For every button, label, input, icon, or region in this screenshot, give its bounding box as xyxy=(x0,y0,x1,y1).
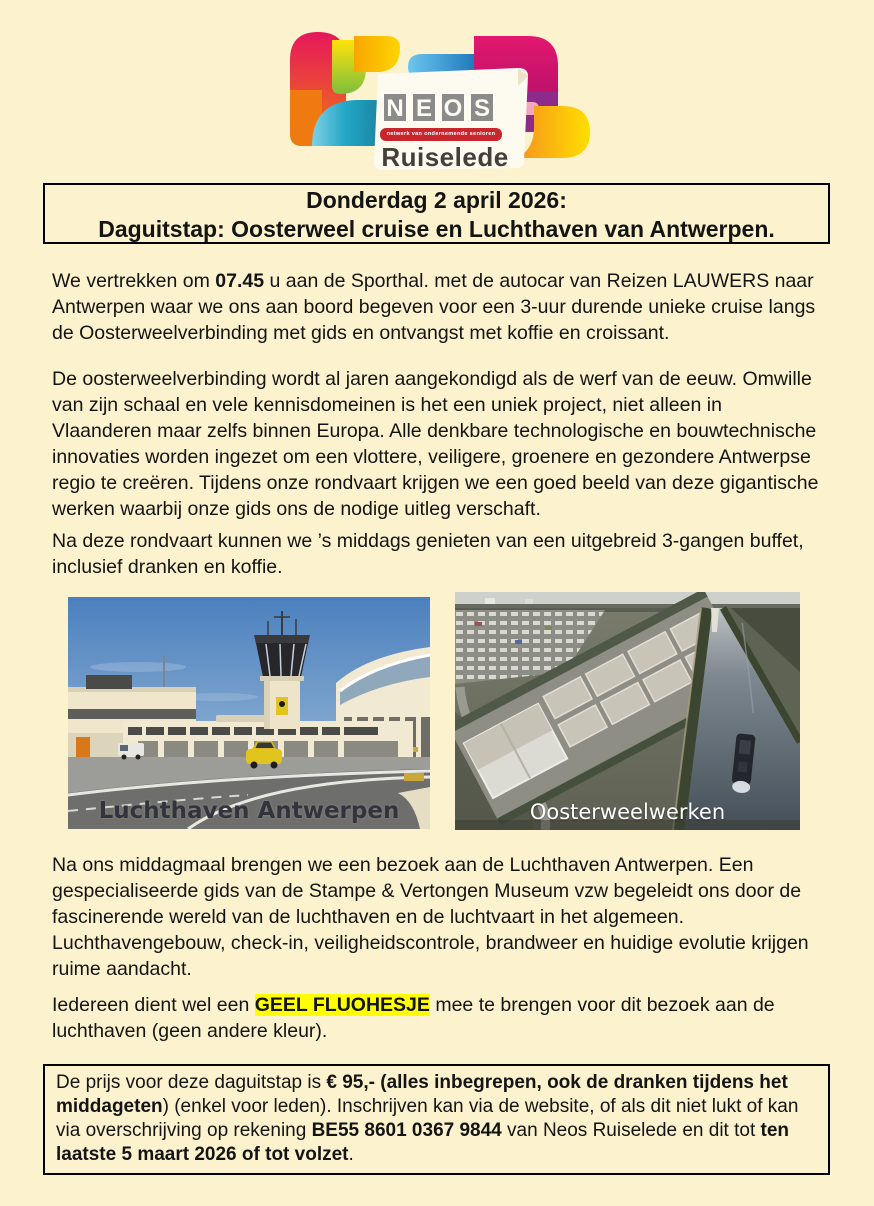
paragraph-lunch-buffet: Na deze rondvaart kunnen we ’s middags genieten van een uitgebreid 3-gangen buffet, inclusief dranken en koffie. xyxy=(52,530,804,578)
title-line-date: Donderdag 2 april 2026: xyxy=(306,187,567,213)
neos-letter-tile: E xyxy=(411,92,437,123)
photo-luchthaven-antwerpen xyxy=(68,597,430,829)
paragraph-oosterweel-info: De oosterweelverbinding wordt al jaren aangekondigd als de werf van de eeuw. Omwille van zijn schaal en vele kennisdomeinen is het een uniek project, niet alleen in Vlaanderen maar zelfs binnen Europa. Alle denkbare technologische en bouwtechnische innovaties worden ingezet om een vlottere, veiligere, groenere en gezondere Antwerpse regio te creëren. Tijdens onze rondvaart krijgen we een goed beeld van deze gigantische werken waarbij onze gids ons de nodige uitleg verschaft. xyxy=(52,368,819,520)
photo-oosterweelwerken xyxy=(455,592,800,830)
orange-vehicle xyxy=(76,737,90,757)
neos-logo xyxy=(282,28,594,174)
price-box-text: De prijs voor deze daguitstap is € 95,- (alles inbegrepen, ook de dranken tijdens het middageten) (enkel voor leden). Inschrijven kan via de website, of als dit niet lukt of kan via overschrijving op rekening BE55 8601 0367 9844 van Neos Ruiselede en dit tot ten laatste 5 maart 2026 of tot volzet. xyxy=(56,1072,799,1165)
title-box xyxy=(43,183,830,244)
photo-caption: Luchthaven Antwerpen xyxy=(98,798,400,824)
price-box xyxy=(43,1064,830,1175)
photo-caption: Oosterweelwerken xyxy=(529,800,726,824)
paragraph-fluohesje: Iedereen dient wel een GEEL FLUOHESJE mee te brengen voor dit bezoek aan de luchthaven (geen andere kleur). xyxy=(52,994,775,1042)
airport-photo-illustration xyxy=(68,597,430,829)
logo-location-text: Ruiselede xyxy=(381,142,509,172)
oosterweel-photo-illustration xyxy=(455,592,800,830)
neos-wordmark xyxy=(382,92,495,123)
title-line-trip: Daguitstap: Oosterweel cruise en Luchthaven van Antwerpen. xyxy=(98,216,775,242)
neos-letter-tile: N xyxy=(382,92,408,123)
paragraph-airport-visit: Na ons middagmaal brengen we een bezoek aan de Luchthaven Antwerpen. Een gespecialiseerde gids van de Stampe & Vertongen Museum vzw begeleidt ons door de fascinerende wereld van de luchthaven en de luchtvaart in het algemeen. Luchthavengebouw, check-in, veiligheidscontrole, brandweer en huidige evolutie krijgen ruime aandacht. xyxy=(52,854,809,980)
neos-logo-card xyxy=(370,72,530,172)
paragraph-departure: We vertrekken om 07.45 u aan de Sporthal. met de autocar van Reizen LAUWERS naar Antwerpen waar we ons aan boord begeven voor een 3-uur durende unieke cruise langs de Oosterweelverbinding met gids en ontvangst met koffie en croissant. xyxy=(52,270,816,344)
neos-letter-tile: S xyxy=(469,92,495,123)
neos-letter-tile: O xyxy=(440,92,466,123)
neos-tagline-banner: netwerk van ondernemende senioren xyxy=(379,127,503,142)
